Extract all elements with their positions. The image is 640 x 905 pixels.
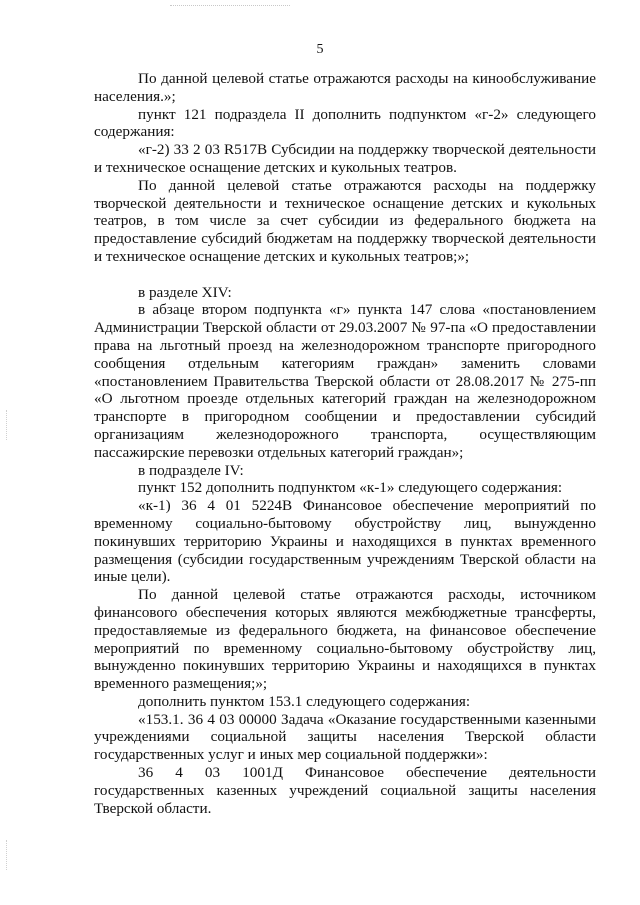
paragraph: «153.1. 36 4 03 00000 Задача «Оказание государственными казенными учреждениями социальной защиты населения Тверской области государственных услуг и иных мер социальной поддержки»: — [94, 710, 596, 764]
paragraph: в разделе XIV: — [138, 283, 232, 301]
document-body — [94, 70, 596, 817]
paragraph: По данной целевой статье отражаются расходы на поддержку творческой деятельности и техническое оснащение детских и кукольных театров, в том числе за счет субсидии из федерального бюджета на предоставление субсидий бюджетам на поддержку творческой деятельности и техническое оснащение детских и кукольных театров;»; — [94, 176, 596, 265]
paragraph: 36 4 03 1001Д Финансовое обеспечение деятельности государственных казенных учреждений социальной защиты населения Тверской области. — [94, 764, 596, 817]
paragraph: в подразделе IV: — [138, 461, 244, 479]
paragraph: По данной целевой статье отражаются расходы, источником финансового обеспечения которых являются межбюджетные трансферты, предоставляемые из федерального бюджета, на финансовое обеспечение мероприятий по временному социально-бытовому обустройству лиц, вынужденно покинувших территорию Украины и находящихся в пунктах временного размещения;»; — [94, 586, 596, 693]
paragraph: в абзаце втором подпункта «г» пункта 147 слова «постановлением Администрации Тверской области от 29.03.2007 № 97-па «О предоставлении права на льготный проезд на железнодорожном транспорте пригородного сообщения отдельным категориям граждан» заменить словами «постановлением Правительства Тверской области от 28.08.2017 № 275-пп «О льготном проезде отдельных категорий граждан на железнодорожном транспорте в пригородном сообщении и предоставлении субсидий организациям железнодорожного транспорта, осуществляющим пассажирские перевозки отдельных категорий граждан»; — [94, 301, 596, 461]
scan-artifact-top — [170, 5, 290, 8]
scan-artifact-left-lower — [6, 840, 9, 870]
paragraph: «к-1) 36 4 01 5224В Финансовое обеспечение мероприятий по временному социально-бытовому обустройству лиц, вынужденно покинувших территорию Украины и находящихся в пунктах временного размещения (субсидии государственным учреждениям Тверской области на иные цели). — [94, 497, 596, 586]
paragraph: «г-2) 33 2 03 R517В Субсидии на поддержку творческой деятельности и техническое оснащение детских и кукольных театров. — [94, 141, 596, 176]
paragraph: По данной целевой статье отражаются расходы на кинообслуживание населения.»; — [94, 70, 596, 105]
page-number: 5 — [316, 42, 324, 57]
paragraph: пункт 121 подраздела II дополнить подпунктом «г-2» следующего содержания: — [94, 105, 596, 141]
scan-artifact-left — [6, 410, 9, 440]
paragraph: пункт 152 дополнить подпунктом «к-1» следующего содержания: — [138, 479, 563, 497]
paragraph: дополнить пунктом 153.1 следующего содержания: — [138, 692, 471, 710]
paragraph-gap — [94, 266, 596, 284]
